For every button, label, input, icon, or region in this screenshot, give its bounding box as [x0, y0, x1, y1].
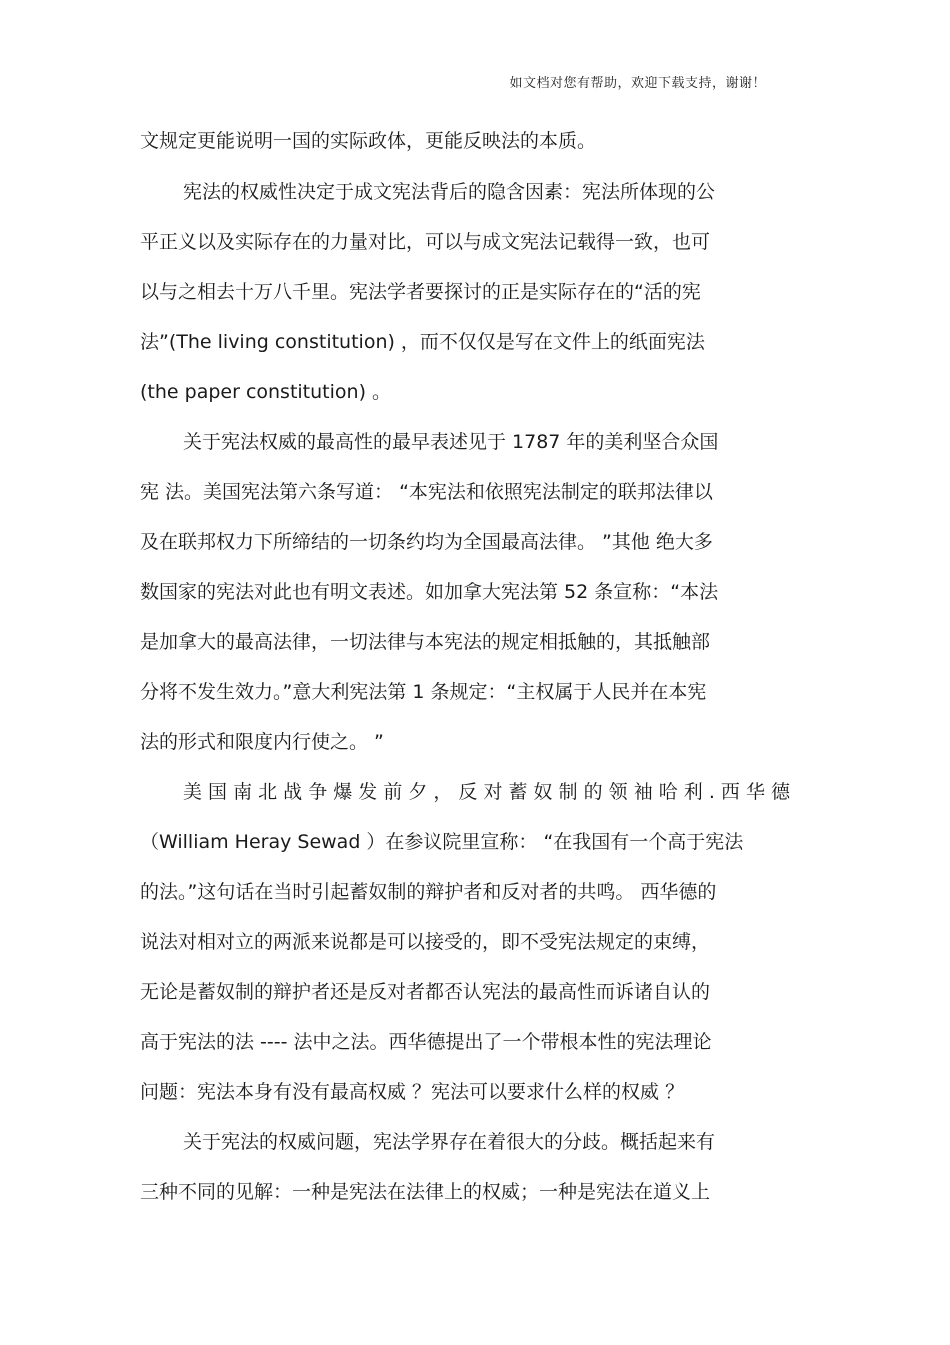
text-line: 文规定更能说明一国的实际政体，更能反映法的本质。 [140, 130, 597, 152]
text-line: 平正义以及实际存在的力量对比，可以与成文宪法记载得一致，也可 [140, 231, 711, 253]
text-line: 宪 法。美国宪法第六条写道： “本宪法和依照宪法制定的联邦法律以 [140, 481, 713, 503]
text-line: 及在联邦权力下所缔结的一切条约均为全国最高法律。 ”其他 绝大多 [140, 531, 713, 553]
text-line: 法的形式和限度内行使之。 ” [140, 731, 384, 753]
text-line: 说法对相对立的两派来说都是可以接受的，即不受宪法规定的束缚， [140, 931, 711, 953]
text-line: 分将不发生效力。”意大利宪法第 1 条规定：“主权属于人民并在本宪 [140, 681, 707, 703]
text-line: 美 国 南 北 战 争 爆 发 前 夕 ， 反 对 蓄 奴 制 的 领 袖 哈 利 . 西 华 德 [183, 781, 790, 803]
text-line: 以与之相去十万八千里。宪法学者要探讨的正是实际存在的“活的宪 [140, 281, 701, 303]
text-line: 的法。”这句话在当时引起蓄奴制的辩护者和反对者的共鸣。 西华德的 [140, 881, 717, 903]
text-line: 无论是蓄奴制的辩护者还是反对者都否认宪法的最高性而诉诸自认的 [140, 981, 711, 1003]
text-line: （William Heray Sewad ）在参议院里宣称： “在我国有一个高于宪法 [140, 831, 744, 853]
page-header: 如文档对您有帮助，欢迎下载支持，谢谢！ [509, 76, 766, 91]
text-line: (the paper constitution) 。 [140, 381, 392, 403]
text-line: 宪法的权威性决定于成文宪法背后的隐含因素：宪法所体现的公 [183, 181, 716, 203]
text-line: 数国家的宪法对此也有明文表述。如加拿大宪法第 52 条宣称：“本法 [140, 581, 719, 603]
text-line: 高于宪法的法 ---- 法中之法。西华德提出了一个带根本性的宪法理论 [140, 1031, 712, 1053]
text-line: 法”(The living constitution) ，而不仅仅是写在文件上的纸面宪法 [140, 331, 705, 353]
text-line: 是加拿大的最高法律，一切法律与本宪法的规定相抵触的，其抵触部 [140, 631, 711, 653]
text-line: 问题：宪法本身有没有最高权威 ？宪法可以要求什么样的权威 ？ [140, 1081, 685, 1103]
text-line: 三种不同的见解：一种是宪法在法律上的权威；一种是宪法在道义上 [140, 1181, 711, 1203]
text-line: 关于宪法的权威问题，宪法学界存在着很大的分歧。概括起来有 [183, 1131, 716, 1153]
text-line: 关于宪法权威的最高性的最早表述见于 1787 年的美利坚合众国 [183, 431, 719, 453]
